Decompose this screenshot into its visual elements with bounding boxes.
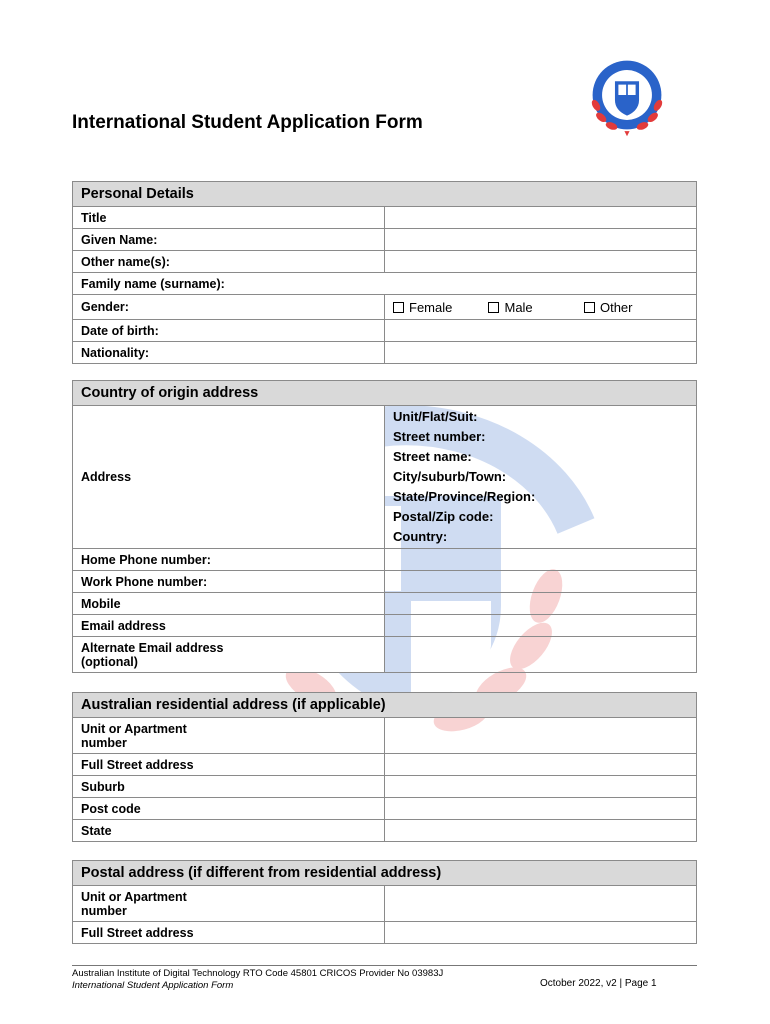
field-label (73, 718, 385, 754)
residential-address-table (72, 692, 697, 842)
address-line-label: State/Province/Region: (393, 489, 536, 504)
field-label: Home Phone number: (73, 549, 385, 571)
gender-female-option[interactable] (393, 300, 485, 315)
field-label: Mobile (73, 593, 385, 615)
field-label: Suburb (73, 776, 385, 798)
field-label: State (73, 820, 385, 842)
checkbox-icon[interactable] (584, 302, 595, 313)
checkbox-icon[interactable] (393, 302, 404, 313)
gender-male-option[interactable] (488, 300, 580, 315)
personal-details-table (72, 181, 697, 364)
footer-page-info: October 2022, v2 | Page 1 (540, 978, 657, 989)
field-label: Title (73, 207, 385, 229)
given-name-input[interactable] (385, 229, 697, 251)
option-label: Male (504, 299, 533, 315)
address-line-label: Country: (393, 529, 448, 544)
field-label: Email address (73, 615, 385, 637)
section-header: Postal address (if different from residential address) (73, 861, 697, 886)
other-names-input[interactable] (385, 251, 697, 273)
alt-email-label: Alternate Email address (81, 640, 224, 655)
footer-left (72, 968, 443, 992)
checkbox-icon[interactable] (488, 302, 499, 313)
option-label: Female (409, 299, 453, 315)
postal-address-table (72, 860, 697, 944)
nationality-input[interactable] (385, 342, 697, 364)
gender-other-option[interactable] (584, 300, 633, 315)
field-label: Other name(s): (73, 251, 385, 273)
field-label: Post code (73, 798, 385, 820)
field-label[interactable]: Family name (surname): (73, 273, 697, 295)
address-line-label: Postal/Zip code: (393, 509, 494, 524)
alt-email-input[interactable] (385, 637, 697, 673)
field-label (73, 637, 385, 673)
address-line-label: Street number: (393, 429, 486, 444)
field-label: Given Name: (73, 229, 385, 251)
section-header: Australian residential address (if applicable) (73, 693, 697, 718)
section-header: Personal Details (73, 182, 697, 207)
dob-input[interactable] (385, 320, 697, 342)
institute-logo (584, 52, 670, 138)
field-label: Full Street address (73, 922, 385, 944)
section-header: Country of origin address (73, 381, 697, 406)
unit-sublabel: number (81, 903, 127, 918)
option-label: Other (599, 299, 633, 315)
res-unit-input[interactable] (385, 718, 697, 754)
gender-options (385, 295, 697, 320)
address-input[interactable] (385, 406, 697, 549)
field-label: Address (73, 406, 385, 549)
postal-unit-input[interactable] (385, 886, 697, 922)
unit-label: Unit or Apartment (81, 721, 187, 736)
alt-email-sublabel: (optional) (81, 654, 138, 669)
address-line-label: City/suburb/Town: (393, 469, 507, 484)
title-input[interactable] (385, 207, 697, 229)
field-label: Work Phone number: (73, 571, 385, 593)
work-phone-input[interactable] (385, 571, 697, 593)
unit-label: Unit or Apartment (81, 889, 187, 904)
field-label: Gender: (73, 295, 385, 320)
unit-sublabel: number (81, 735, 127, 750)
address-line-label: Street name: (393, 449, 472, 464)
field-label: Nationality: (73, 342, 385, 364)
field-label: Date of birth: (73, 320, 385, 342)
postal-street-input[interactable] (385, 922, 697, 944)
field-label: Full Street address (73, 754, 385, 776)
footer-divider (72, 965, 697, 966)
form-title: International Student Application Form (72, 112, 423, 133)
field-label (73, 886, 385, 922)
home-phone-input[interactable] (385, 549, 697, 571)
mobile-input[interactable] (385, 593, 697, 615)
res-state-input[interactable] (385, 820, 697, 842)
res-postcode-input[interactable] (385, 798, 697, 820)
res-suburb-input[interactable] (385, 776, 697, 798)
footer-form-name: International Student Application Form (72, 980, 234, 991)
res-street-input[interactable] (385, 754, 697, 776)
footer-org: Australian Institute of Digital Technology RTO Code 45801 CRICOS Provider No 03983J (72, 968, 444, 979)
email-input[interactable] (385, 615, 697, 637)
origin-address-table (72, 380, 697, 673)
address-line-label: Unit/Flat/Suit: (393, 409, 478, 424)
